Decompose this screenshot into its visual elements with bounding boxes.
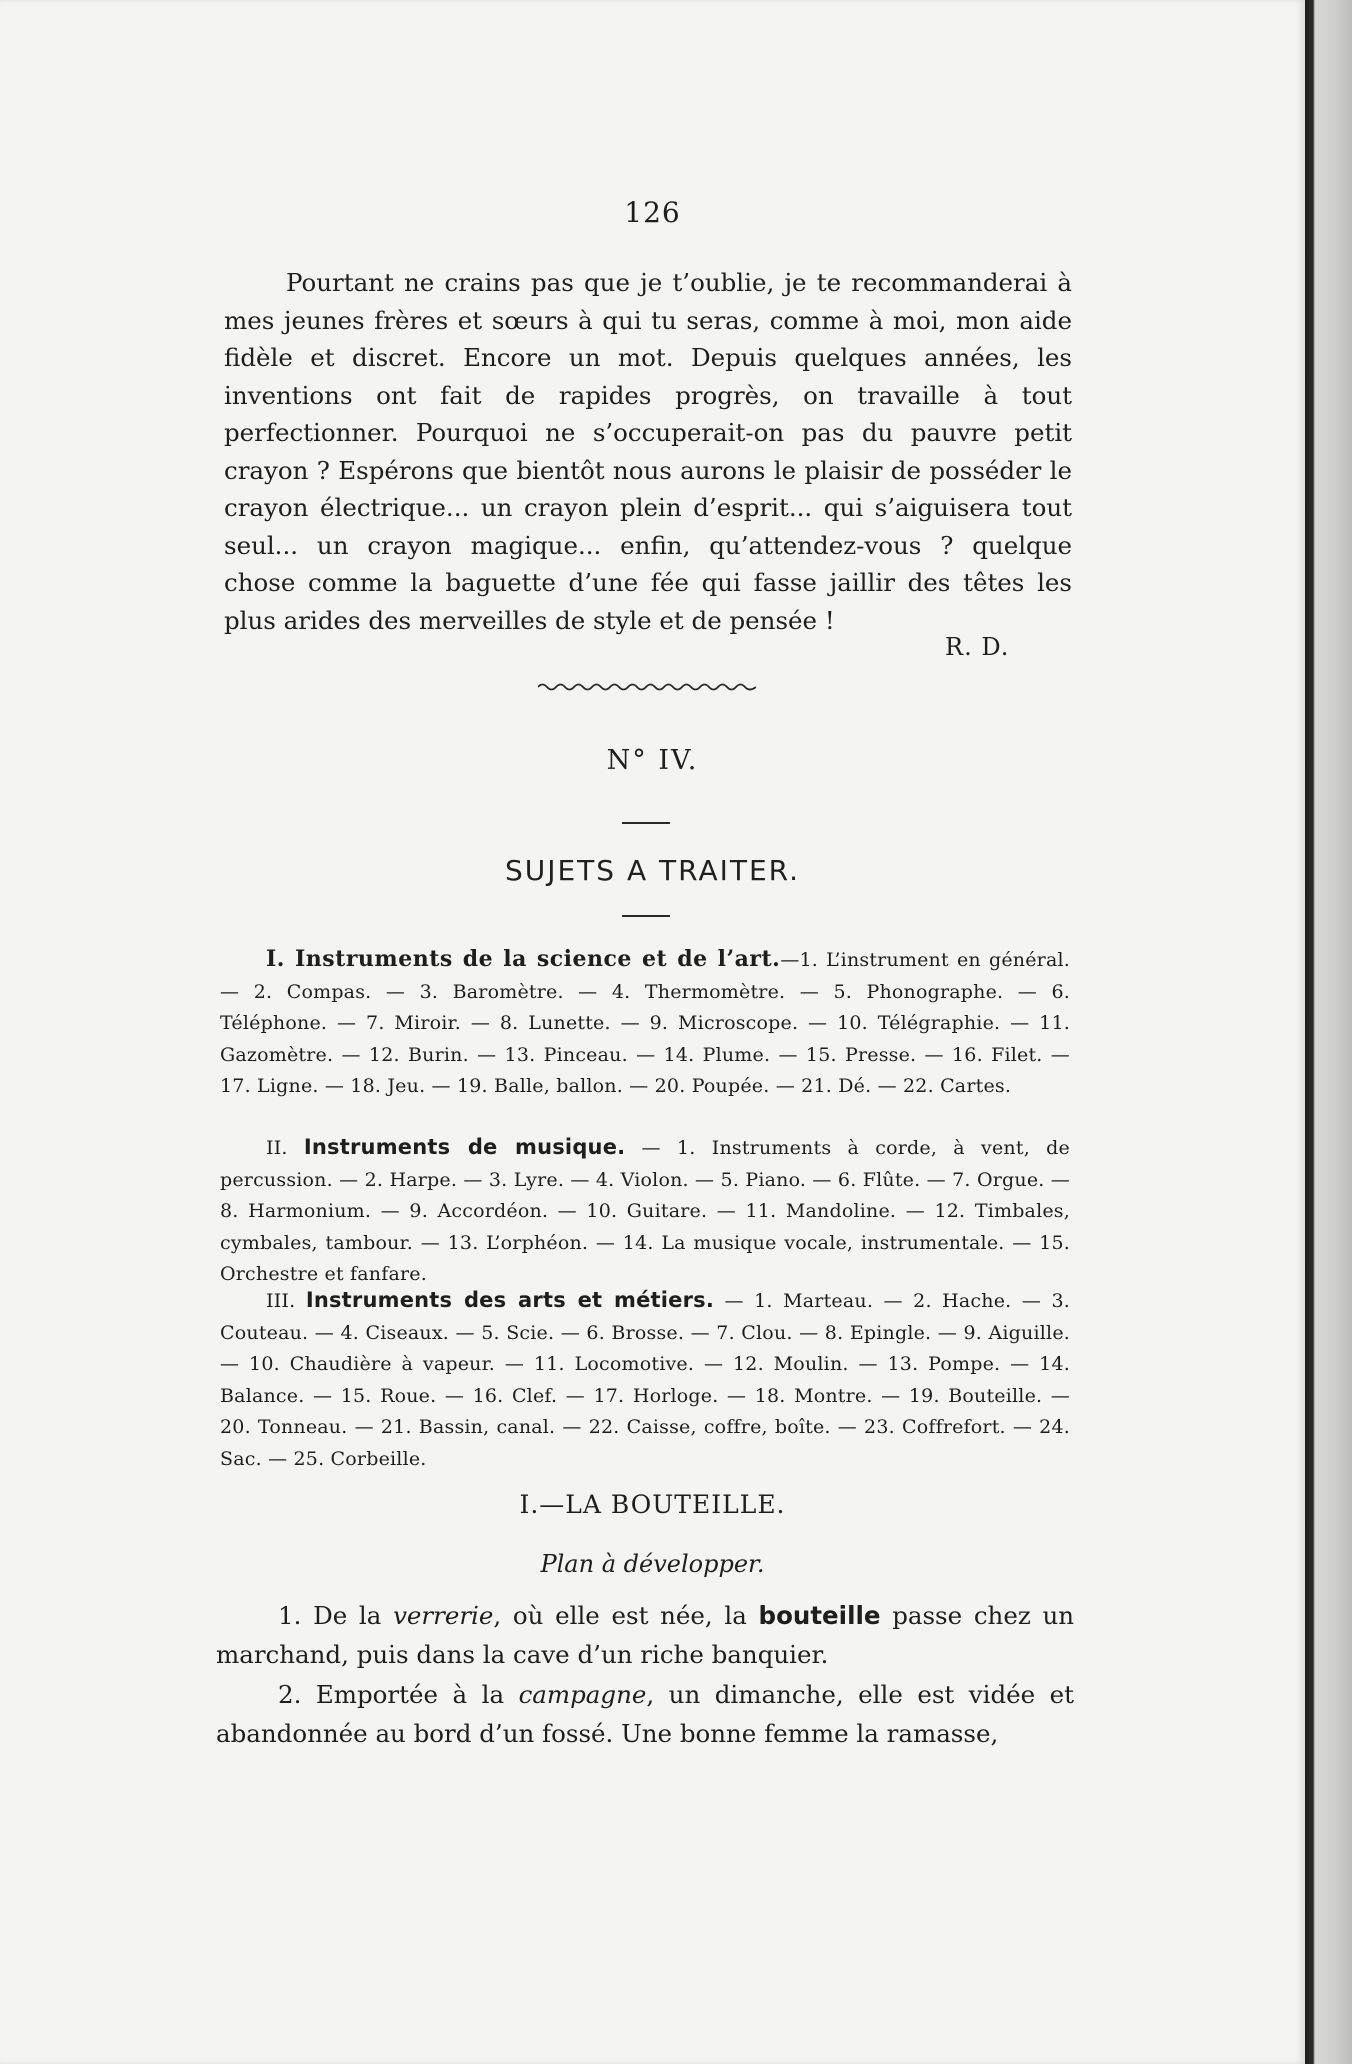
topic-items: — 1. Instruments à corde, à vent, de percussion. — 2. Harpe. — 3. Lyre. — 4. Violon. — 5. Piano. — 6. Flûte. — 7. Orgue. — 8. Harmonium. — 9. Accordéon. — 10. Guitare. — 11. Mandoline. — 12. Timbales, cymbales, tambour. — 13. L’orphéon. — 14. La musique vocale, instrumentale. — 15. Orchestre et fanfare. xyxy=(220,1137,1070,1285)
plan-emphasis: verrerie xyxy=(393,1601,494,1630)
intro-paragraph: Pourtant ne crains pas que je t’oublie, je te recommanderai à mes jeunes frères et sœurs à qui tu seras, comme à moi, mon aide fidèle et discret. Encore un mot. Depuis quelques années, les inventions ont fait de rapides progrès, on travaille à tout perfectionner. Pourquoi ne s’occuperait-on pas du pauvre petit crayon ? Espérons que bientôt nous aurons le plaisir de posséder le crayon électrique... un crayon plein d’esprit... qui s’aiguisera tout seul... un crayon magique... enfin, qu’attendez-vous ? quelque chose comme la baguette d’une fée qui fasse jaillir des têtes les plus arides des merveilles de style et de pensée ! xyxy=(224,268,1072,635)
page-number: 126 xyxy=(624,196,681,229)
plan-text: , où elle est née, la xyxy=(493,1601,759,1630)
plan-text: 2. Emportée à la xyxy=(278,1680,519,1709)
plan-bold-word: bouteille xyxy=(758,1601,881,1630)
plan-emphasis: campagne xyxy=(518,1680,647,1709)
topic-items: —1. L’instrument en général. — 2. Compas. — 3. Baromètre. — 4. Thermomètre. — 5. Phonographe. — 6. Téléphone. — 7. Miroir. — 8. Lunette. — 9. Microscope. — 10. Télégraphie. — 11. Gazomètre. — 12. Burin. — 13. Pinceau. — 14. Plume. — 15. Presse. — 16. Filet. — 17. Ligne. — 18. Jeu. — 19. Balle, ballon. — 20. Poupée. — 21. Dé. — 22. Cartes. xyxy=(220,949,1070,1097)
topic-music xyxy=(220,1132,1070,1291)
subsection-title: I.—LA BOUTEILLE. xyxy=(519,1490,786,1519)
rule-above-title xyxy=(622,822,670,824)
plan-paragraph-2 xyxy=(216,1675,1074,1753)
topic-items: — 1. Marteau. — 2. Hache. — 3. Couteau. — 4. Ciseaux. — 5. Scie. — 6. Brosse. — 7. Clou. — 8. Epingle. — 9. Aiguille. — 10. Chaudière à vapeur. — 11. Locomotive. — 12. Moulin. — 13. Pompe. — 14. Balance. — 15. Roue. — 16. Clef. — 17. Horloge. — 18. Montre. — 19. Bouteille. — 20. Tonneau. — 21. Bassin, canal. — 22. Caisse, coffre, boîte. — 23. Coffrefort. — 24. Sac. — 25. Corbeille. xyxy=(220,1290,1070,1470)
topic-science-art xyxy=(220,944,1070,1103)
topic-heading: I. Instruments de la science et de l’art. xyxy=(266,946,781,972)
section-title: SUJETS A TRAITER. xyxy=(504,854,801,887)
plan-text: , un dimanche, elle est vidée et abandonnée au bord d’un fossé. Une bonne femme la ramasse, xyxy=(216,1680,1074,1748)
plan-text: passe chez un marchand, puis dans la cave d’un riche banquier. xyxy=(216,1601,1074,1669)
topic-heading: Instruments de musique. xyxy=(303,1135,626,1159)
plan-title: Plan à développer. xyxy=(540,1550,765,1578)
plan-paragraph-1 xyxy=(216,1596,1074,1674)
topic-arts-metiers xyxy=(220,1285,1070,1475)
book-spine-edge xyxy=(1305,0,1352,2064)
topic-numeral: III. xyxy=(266,1290,296,1312)
topic-numeral: II. xyxy=(266,1137,288,1159)
section-number: N° IV. xyxy=(606,745,699,776)
signature: R. D. xyxy=(945,633,1010,661)
plan-text: 1. De la xyxy=(278,1601,394,1630)
wavy-separator xyxy=(538,680,756,694)
topic-heading: Instruments des arts et métiers. xyxy=(305,1288,715,1312)
rule-below-title xyxy=(622,915,670,917)
